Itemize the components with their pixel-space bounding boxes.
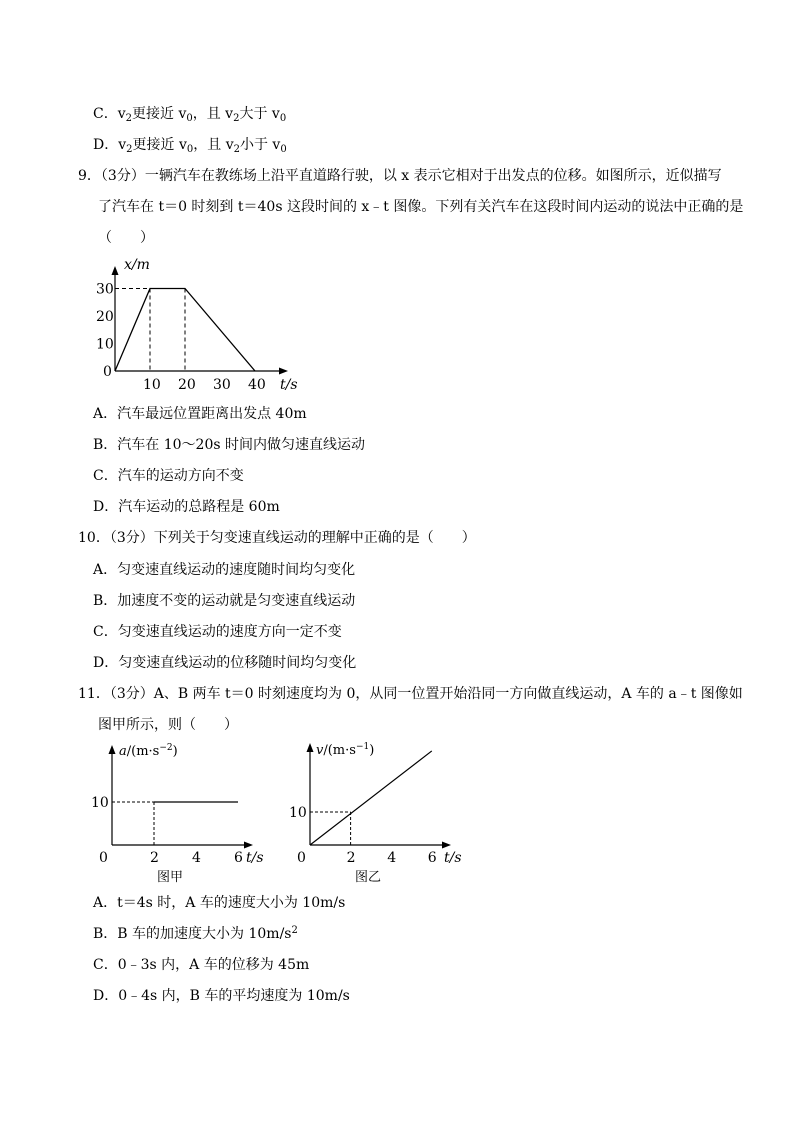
y-tick-label: 30 xyxy=(96,281,114,298)
x-tick-label: 40 xyxy=(248,377,266,393)
series-line xyxy=(310,751,432,845)
q10-option-a: A．匀变速直线运动的速度随时间均匀变化 xyxy=(93,562,356,578)
x-axis-label: t/s xyxy=(280,377,298,393)
q11-stem-line1: 11．（3分）A、B 两车 t＝0 时刻速度均为 0，从同一位置开始沿同一方向做直线运动，A 车的 a﹣t 图像如 xyxy=(78,686,743,702)
x-tick-label: 2 xyxy=(346,850,356,866)
x-tick-label: 4 xyxy=(387,850,397,866)
origin-label: 0 xyxy=(99,850,108,866)
y-tick-label: 10 xyxy=(91,795,109,811)
x-tick-label: 2 xyxy=(150,850,159,866)
caption: 图乙 xyxy=(355,870,382,885)
y-axis-label: $v/(m\cdot s^{-1})$ xyxy=(316,742,375,758)
y-tick-label: 10 xyxy=(289,805,307,821)
q9-stem-line1: 9．（3分）一辆汽车在教练场上沿平直道路行驶，以 x 表示它相对于出发点的位移。如图所示，近似描写 xyxy=(78,168,722,184)
origin-label: 0 xyxy=(297,850,306,866)
x-tick-label: 6 xyxy=(427,850,437,866)
y-axis-label: x/m xyxy=(124,257,150,273)
q9-stem-line2: 了汽车在 t＝0 时刻到 t＝40s 这段时间的 x﹣t 图像。下列有关汽车在这段时间内运动的说法中正确的是 xyxy=(98,199,744,215)
origin-label: 0 xyxy=(103,364,112,380)
y-tick-label: 20 xyxy=(96,309,114,325)
y-tick-label: 10 xyxy=(96,336,114,353)
x-axis-arrow xyxy=(442,842,451,849)
q11-option-a: A．t＝4s 时，A 车的速度大小为 10m/s xyxy=(93,895,346,911)
x-axis-label: t/s xyxy=(444,850,462,866)
q8-option-d: D．$v_2$更接近 $v_0$，且 $v_2$小于 $v_0$ xyxy=(93,137,287,155)
q8-option-c: C．$v_2$更接近 $v_0$，且 $v_2$大于 $v_0$ xyxy=(93,106,287,124)
x-tick-label: 6 xyxy=(234,850,243,866)
x-tick-label: 20 xyxy=(178,377,196,393)
q9-option-a: A．汽车最远位置距离出发点 40m xyxy=(93,406,307,422)
q11-option-c: C．0﹣3s 内，A 车的位移为 45m xyxy=(93,957,310,973)
q9-option-c: C．汽车的运动方向不变 xyxy=(93,468,244,484)
q11-option-b: B．B 车的加速度大小为 $10m/s^2$ xyxy=(93,925,298,942)
q10-option-b: B．加速度不变的运动就是匀变速直线运动 xyxy=(93,593,356,609)
x-tick-label: 10 xyxy=(143,377,161,393)
q9-stem-line3: （ ） xyxy=(98,230,154,246)
y-axis-arrow xyxy=(307,743,314,752)
y-axis-label: $a/(m\cdot s^{-2})$ xyxy=(119,743,178,759)
caption: 图甲 xyxy=(157,870,184,885)
x-axis-label: t/s xyxy=(246,850,264,866)
q11-option-d: D．0﹣4s 内，B 车的平均速度为 10m/s xyxy=(93,988,350,1004)
x-tick-label: 4 xyxy=(192,850,201,866)
q10-stem: 10．（3分）下列关于匀变速直线运动的理解中正确的是（ ） xyxy=(78,530,476,546)
q10-option-d: D．匀变速直线运动的位移随时间均匀变化 xyxy=(93,655,357,671)
q11-stem-line2: 图甲所示，则（ ） xyxy=(98,717,238,733)
q9-option-b: B．汽车在 10～20s 时间内做匀速直线运动 xyxy=(93,437,366,453)
x-tick-label: 30 xyxy=(213,377,231,393)
q9-option-d: D．汽车运动的总路程是 60m xyxy=(93,499,280,515)
q10-option-c: C．匀变速直线运动的速度方向一定不变 xyxy=(93,624,342,640)
